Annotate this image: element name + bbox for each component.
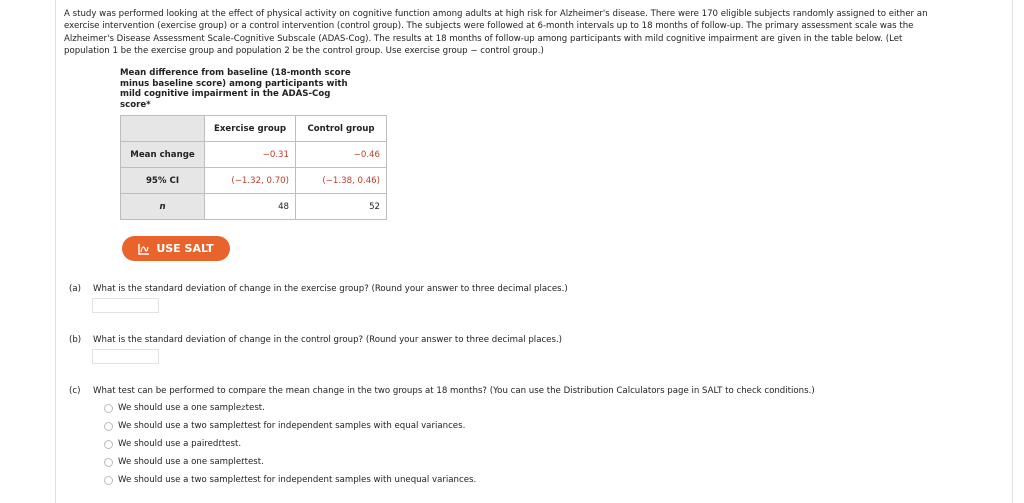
question-b: [69, 335, 562, 345]
question-c: [69, 386, 815, 396]
option-text: We should use a one sample: [118, 457, 242, 467]
question-c-tag: (c): [69, 386, 81, 396]
question-b-tag: (b): [69, 335, 82, 345]
caption-line: Mean difference from baseline (18-month score: [120, 68, 351, 78]
radio-button[interactable]: [104, 422, 113, 431]
col-header-exercise: Exercise group: [205, 116, 296, 142]
control-ci: (−1.38, 0.46): [296, 168, 387, 194]
use-salt-button[interactable]: [122, 236, 230, 261]
intro-line: exercise intervention (exercise group) or a control intervention (control group). The subjects were followed at 6-month intervals up to 18 months of follow-up. The primary assessment scale was the: [64, 21, 914, 32]
caption-line: score*: [120, 99, 151, 110]
option-one-sample-z[interactable]: [104, 403, 265, 413]
question-a-text: What is the standard deviation of change in the exercise group? (Round your answer to three decimal places.): [93, 284, 568, 294]
option-text: We should use a one sample: [118, 403, 242, 413]
control-mean-change: −0.46: [296, 142, 387, 168]
problem-statement: [64, 8, 1008, 57]
exercise-n: 48: [205, 194, 296, 220]
table-corner-cell: [121, 116, 205, 142]
col-header-control: Control group: [296, 116, 387, 142]
option-text: test for independent samples with unequal variances.: [244, 475, 477, 485]
row-label-mean-change: Mean change: [121, 142, 205, 168]
caption-line: mild cognitive impairment in the ADAS-Cog: [120, 89, 331, 99]
option-two-sample-unequal[interactable]: [104, 475, 476, 485]
table-header-row: [121, 116, 387, 142]
control-n: 52: [296, 194, 387, 220]
row-label-n: n: [121, 194, 205, 220]
option-text: test.: [245, 403, 265, 413]
caption-line: minus baseline score) among participants with: [120, 78, 348, 89]
radio-button[interactable]: [104, 404, 113, 413]
answer-a-input[interactable]: [92, 298, 159, 313]
option-var: t: [240, 421, 245, 431]
option-two-sample-equal[interactable]: [104, 421, 465, 431]
intro-line: population 1 be the exercise group and population 2 be the control group. Use exercise group − control group.): [64, 45, 544, 56]
intro-line: A study was performed looking at the effect of physical activity on cognitive function among adults at high risk for Alzheimer's disease. There were 170 eligible subjects randomly assigned to either an: [64, 9, 928, 19]
exercise-mean-change: −0.31: [205, 142, 296, 168]
intro-line: Alzheimer's Disease Assessment Scale-Cognitive Subscale (ADAS-Cog). The results at 18 months of follow-up among participants with mild cognitive impairment are given in the table below. (Let: [64, 33, 903, 44]
question-a-tag: (a): [69, 284, 81, 294]
option-var: t: [240, 475, 245, 485]
table-row: [121, 168, 387, 194]
option-var: z: [241, 403, 246, 413]
radio-button[interactable]: [104, 440, 113, 449]
option-text: We should use a paired: [118, 439, 219, 449]
option-var: t: [218, 439, 222, 449]
radio-button[interactable]: [104, 476, 113, 485]
radio-button[interactable]: [104, 458, 113, 467]
table-row: [121, 194, 387, 220]
question-c-text: What test can be performed to compare the mean change in the two groups at 18 months? (You can use the Distribution Calculators page in SALT to check conditions.): [93, 386, 815, 396]
option-text: We should use a two sample: [118, 475, 241, 485]
table-row: [121, 142, 387, 168]
option-text: test for independent samples with equal variances.: [244, 421, 466, 431]
option-one-sample-t[interactable]: [104, 457, 264, 467]
question-b-text: What is the standard deviation of change in the control group? (Round your answer to three decimal places.): [93, 335, 563, 345]
results-table: [120, 115, 387, 220]
table-caption: [120, 68, 380, 110]
use-salt-label: USE SALT: [156, 242, 214, 255]
option-paired-t[interactable]: [104, 439, 241, 449]
option-text: test.: [221, 439, 242, 449]
option-text: We should use a two sample: [118, 421, 241, 431]
row-label-ci: 95% CI: [121, 168, 205, 194]
question-a: [69, 284, 568, 294]
option-text: test.: [244, 457, 264, 467]
answer-b-input[interactable]: [92, 349, 159, 364]
salt-chart-icon: [138, 243, 150, 255]
option-var: t: [241, 457, 245, 467]
exercise-ci: (−1.32, 0.70): [205, 168, 296, 194]
